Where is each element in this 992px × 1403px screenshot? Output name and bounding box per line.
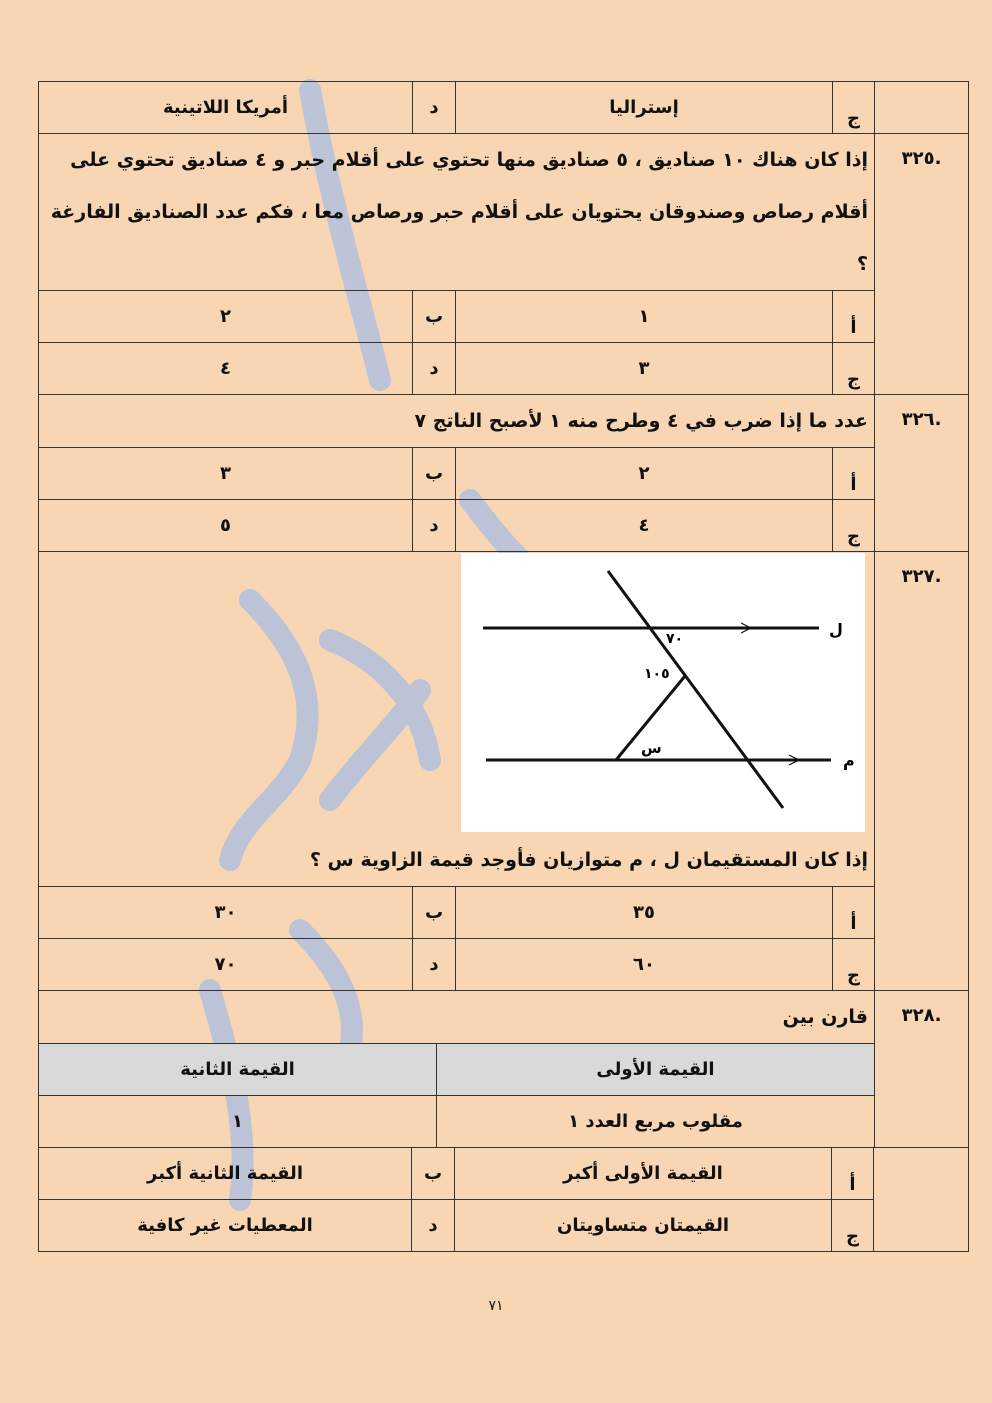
option-letter: ج <box>831 1200 873 1251</box>
option-text: ٢ <box>220 306 231 327</box>
compare-header-first: القيمة الأولى <box>436 1044 874 1095</box>
label-m: م <box>843 751 855 770</box>
compare-header <box>39 1043 874 1095</box>
option-text: القيمتان متساويتان <box>454 1200 831 1251</box>
option-text: القيمة الثانية أكبر <box>147 1163 303 1184</box>
question-number: .٣٢٥ <box>874 134 968 394</box>
option-text: ٣ <box>220 463 231 484</box>
option-text: أمريكا اللاتينية <box>162 97 289 118</box>
option-letter: د <box>411 1200 454 1251</box>
compare-second-value: ١ <box>232 1111 243 1132</box>
question-number: .٣٢٦ <box>874 395 968 551</box>
option-text: ٤ <box>455 500 832 551</box>
option-text: ٣٥ <box>455 887 832 938</box>
option-text: ٤ <box>220 358 231 379</box>
compare-first-value: مقلوب مربع العدد ١ <box>436 1096 874 1147</box>
option-letter: ب <box>412 291 455 342</box>
option-text: ١ <box>455 291 832 342</box>
option-text: إستراليا <box>455 82 832 133</box>
option-text: ٣٠ <box>214 902 237 923</box>
option-letter: ب <box>412 887 455 938</box>
label-l: ل <box>829 620 843 639</box>
option-text: ٦٠ <box>455 939 832 990</box>
option-text: ٥ <box>220 515 231 536</box>
page-number: ٧١ <box>488 1298 504 1314</box>
option-letter: ج <box>832 939 874 990</box>
option-text: ٣ <box>455 343 832 394</box>
compare-header-second: القيمة الثانية <box>180 1059 295 1080</box>
question-text: عدد ما إذا ضرب في ٤ وطرح منه ١ لأصبح الناتج ٧ <box>414 410 868 432</box>
question-328-options <box>38 1148 969 1252</box>
option-letter: ج <box>832 343 874 394</box>
option-text: ٢ <box>455 448 832 499</box>
question-number: .٣٢٨ <box>874 991 968 1147</box>
option-letter: ج <box>832 82 874 133</box>
option-letter: أ <box>832 291 874 342</box>
angle-105-label: ١٠٥ <box>644 666 670 682</box>
option-text: ٧٠ <box>214 954 237 975</box>
option-letter: أ <box>832 887 874 938</box>
option-text: القيمة الأولى أكبر <box>454 1148 831 1199</box>
option-letter: د <box>412 82 455 133</box>
option-letter: ب <box>412 448 455 499</box>
option-letter: أ <box>832 448 874 499</box>
option-letter: د <box>412 939 455 990</box>
option-letter: ب <box>411 1148 454 1199</box>
option-letter: ج <box>832 500 874 551</box>
question-328 <box>38 991 969 1148</box>
option-letter: د <box>412 343 455 394</box>
continued-options-row <box>38 81 969 134</box>
option-letter: أ <box>831 1148 873 1199</box>
question-text: قارن بين <box>782 1006 868 1028</box>
number-cell <box>874 1148 968 1251</box>
option-text: المعطيات غير كافية <box>137 1215 313 1236</box>
number-cell <box>874 82 968 133</box>
angle-70-label: ٧٠ <box>666 631 684 647</box>
question-text: إذا كان المستقيمان ل ، م متوازيان فأوجد قيمة الزاوية س ؟ <box>309 849 868 871</box>
compare-row <box>39 1095 874 1147</box>
transversal-line <box>608 571 783 808</box>
question-text: إذا كان هناك ١٠ صناديق ، ٥ صناديق منها تحتوي على أقلام حبر و ٤ صناديق تحتوي على أقلام رصاص وصندوقان يحتويان على أقلام حبر ورصاص معا ، فكم عدد الصناديق الفارغة ؟ <box>50 149 868 275</box>
option-letter: د <box>412 500 455 551</box>
question-326 <box>38 395 969 552</box>
parallel-lines-diagram <box>461 553 865 832</box>
question-325 <box>38 134 969 395</box>
angle-x-label: س <box>641 739 662 757</box>
question-number: .٣٢٧ <box>874 552 968 990</box>
